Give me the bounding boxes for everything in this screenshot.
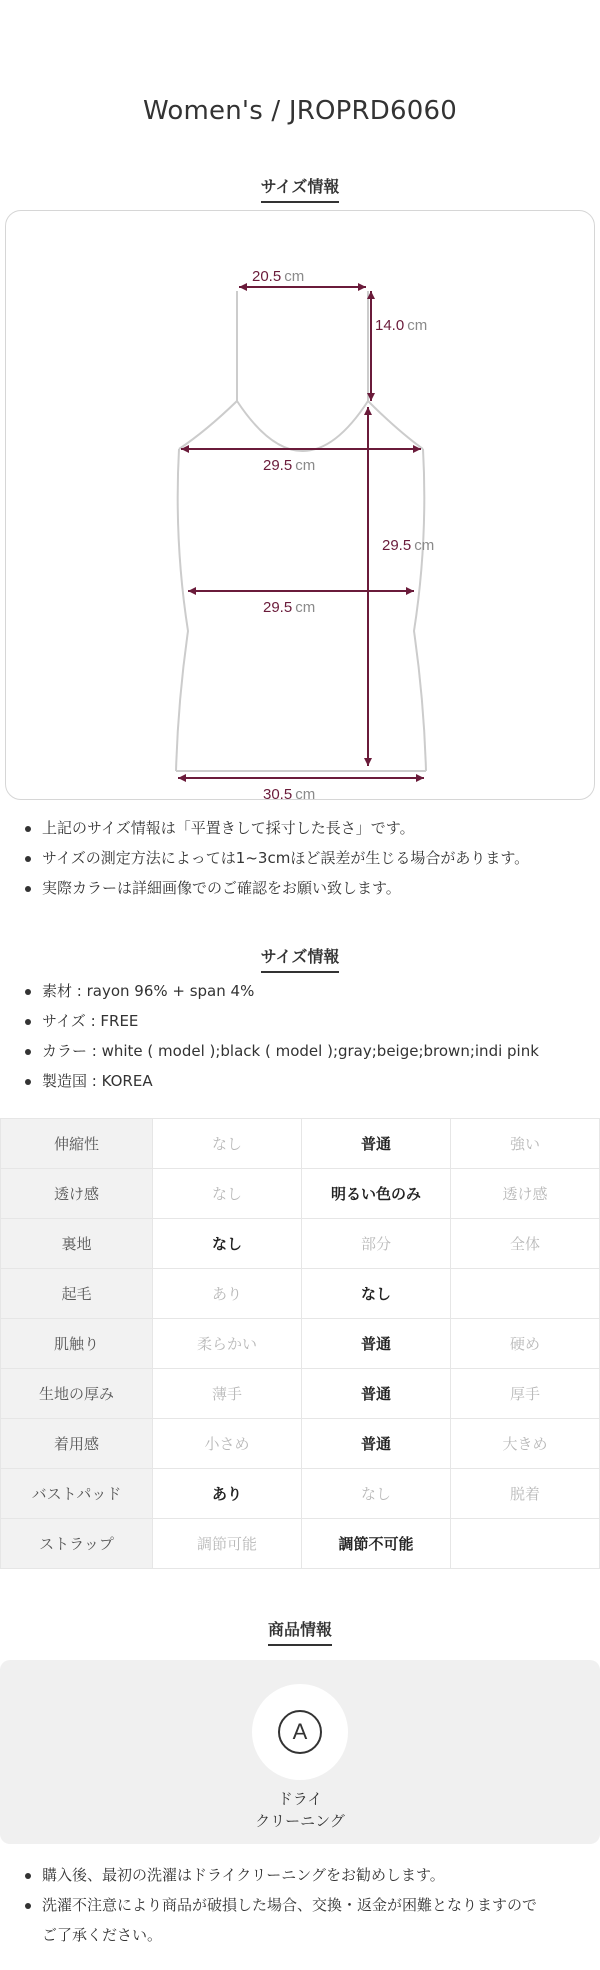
list-item-continuation: ご了承ください。 bbox=[42, 1926, 163, 1944]
attribute-option: 硬め bbox=[451, 1319, 600, 1369]
attribute-option: 全体 bbox=[451, 1219, 600, 1269]
list-item: サイズ : FREE bbox=[20, 1006, 590, 1036]
attribute-option bbox=[451, 1269, 600, 1319]
care-instructions bbox=[0, 1660, 600, 1844]
attribute-label: 起毛 bbox=[1, 1269, 153, 1319]
attribute-option: なし bbox=[302, 1269, 451, 1319]
body-length-label: 29.5 cm bbox=[382, 537, 435, 554]
attribute-label: ストラップ bbox=[1, 1519, 153, 1569]
spec-heading: サイズ情報 bbox=[0, 944, 600, 973]
page-title: Women's / JROPRD6060 bbox=[142, 96, 457, 126]
table-row bbox=[1, 1469, 600, 1519]
garment-sketch bbox=[6, 211, 596, 801]
list-item: 上記のサイズ情報は「平置きして採寸した長さ」です。 bbox=[20, 813, 590, 843]
list-item: 購入後、最初の洗濯はドライクリーニングをお勧めします。 bbox=[20, 1860, 590, 1890]
attribute-option: なし bbox=[302, 1469, 451, 1519]
table-row bbox=[1, 1369, 600, 1419]
attribute-label: 裏地 bbox=[1, 1219, 153, 1269]
attribute-option: 部分 bbox=[302, 1219, 451, 1269]
attribute-option: あり bbox=[153, 1269, 302, 1319]
waist-width-label: 29.5 cm bbox=[263, 599, 316, 616]
table-row bbox=[1, 1269, 600, 1319]
size-diagram bbox=[5, 210, 595, 800]
attribute-option: 普通 bbox=[302, 1419, 451, 1469]
chest-width-label: 29.5 cm bbox=[263, 457, 316, 474]
table-row bbox=[1, 1319, 600, 1369]
table-row bbox=[1, 1519, 600, 1569]
care-label: ドライ クリーニング bbox=[255, 1790, 345, 1830]
care-icon-badge bbox=[252, 1684, 348, 1780]
list-item: サイズの測定方法によっては1~3cmほど誤差が生じる場合があります。 bbox=[20, 843, 590, 873]
table-row bbox=[1, 1169, 600, 1219]
attribute-option: 調節不可能 bbox=[302, 1519, 451, 1569]
attribute-label: 透け感 bbox=[1, 1169, 153, 1219]
attribute-option: 小さめ bbox=[153, 1419, 302, 1469]
strap-length-label: 14.0 cm bbox=[375, 317, 428, 334]
table-row bbox=[1, 1219, 600, 1269]
attribute-label: 生地の厚み bbox=[1, 1369, 153, 1419]
attribute-option: 強い bbox=[451, 1119, 600, 1169]
attribute-option: 普通 bbox=[302, 1319, 451, 1369]
list-item: カラー : white ( model );black ( model );gray;beige;brown;indi pink bbox=[20, 1036, 590, 1066]
attribute-option: あり bbox=[153, 1469, 302, 1519]
attribute-option bbox=[451, 1519, 600, 1569]
attribute-option: 透け感 bbox=[451, 1169, 600, 1219]
size-info-heading: サイズ情報 bbox=[0, 174, 600, 203]
list-item: 実際カラーは詳細画像でのご確認をお願い致します。 bbox=[20, 873, 590, 903]
spec-list bbox=[20, 976, 590, 1096]
table-row bbox=[1, 1419, 600, 1469]
size-notes bbox=[20, 813, 590, 903]
attribute-option: 調節可能 bbox=[153, 1519, 302, 1569]
washing-notes bbox=[20, 1860, 590, 1950]
attribute-option: 柔らかい bbox=[153, 1319, 302, 1369]
list-item: 洗濯不注意により商品が破損した場合、交換・返金が困難となりますので bbox=[20, 1890, 590, 1920]
attribute-option: 普通 bbox=[302, 1119, 451, 1169]
attribute-label: 伸縮性 bbox=[1, 1119, 153, 1169]
attribute-option: 厚手 bbox=[451, 1369, 600, 1419]
product-info-heading: 商品情報 bbox=[0, 1617, 600, 1646]
attribute-option: 普通 bbox=[302, 1369, 451, 1419]
attribute-option: 薄手 bbox=[153, 1369, 302, 1419]
table-row bbox=[1, 1119, 600, 1169]
attribute-option: なし bbox=[153, 1219, 302, 1269]
fabric-attribute-table bbox=[0, 1118, 600, 1569]
attribute-option: なし bbox=[153, 1119, 302, 1169]
dry-clean-icon: A bbox=[278, 1710, 322, 1754]
measure-lines bbox=[178, 283, 424, 782]
attribute-label: 肌触り bbox=[1, 1319, 153, 1369]
attribute-option: 大きめ bbox=[451, 1419, 600, 1469]
attribute-option: 脱着 bbox=[451, 1469, 600, 1519]
strap-gap-label: 20.5 cm bbox=[252, 268, 305, 285]
camisole-outline bbox=[176, 291, 426, 771]
attribute-label: バストパッド bbox=[1, 1469, 153, 1519]
hem-width-label: 30.5 cm bbox=[263, 786, 316, 801]
attribute-option: なし bbox=[153, 1169, 302, 1219]
list-item: 製造国 : KOREA bbox=[20, 1066, 590, 1096]
attribute-option: 明るい色のみ bbox=[302, 1169, 451, 1219]
list-item: 素材 : rayon 96% + span 4% bbox=[20, 976, 590, 1006]
attribute-label: 着用感 bbox=[1, 1419, 153, 1469]
